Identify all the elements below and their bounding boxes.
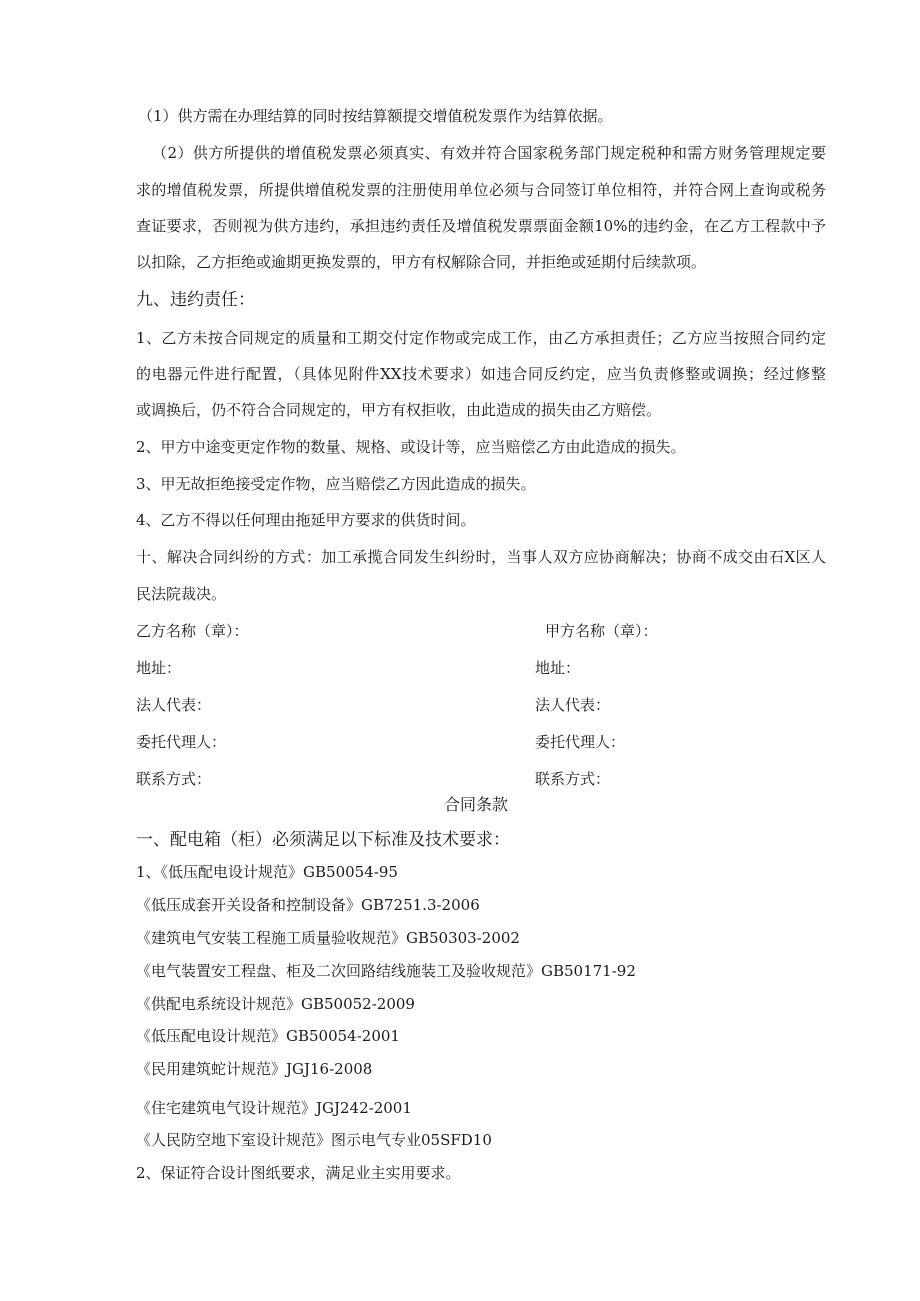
standard-item: 《低压配电设计规范》GB50054-2001 (136, 1027, 400, 1045)
breach-item-3: 3、甲无故拒绝接受定作物，应当赔偿乙方因此造成的损失。 (136, 475, 536, 493)
breach-item-4: 4、乙方不得以任何理由拖延甲方要求的供货时间。 (136, 511, 476, 529)
standard-item: 1、《低压配电设计规范》GB50054-95 (136, 863, 398, 881)
terms-item-2: 2、保证符合设计图纸要求，满足业主实用要求。 (136, 1164, 461, 1182)
vat-item-2-line-2: 求的增值税发票，所提供增值税发票的注册使用单位必须与合同签订单位相符，并符合网上查询或税务 (136, 181, 826, 199)
breach-item-1-line-2: 的电器元件进行配置，（具体见附件XX技术要求）如违合同反约定，应当负责修整或调换；经过修整 (136, 365, 826, 383)
party-b-legal-rep-label: 法人代表： (136, 696, 212, 714)
party-b-name-label: 乙方名称（章）： (136, 622, 249, 640)
party-b-address-label: 地址： (136, 659, 182, 677)
standard-item: 《供配电系统设计规范》GB50052-2009 (136, 995, 415, 1013)
standard-item: 《民用建筑蛇计规范》JGJ16-2008 (136, 1060, 373, 1078)
breach-item-1-line-1: 1、乙方未按合同规定的质量和工期交付定作物或完成工作，由乙方承担责任；乙方应当按照合同约定 (136, 329, 826, 347)
vat-item-1: （1）供方需在办理结算的同时按结算额提交增值税发票作为结算依据。 (138, 107, 613, 125)
party-a-address-label: 地址： (535, 659, 581, 677)
standard-item: 《电气装置安工程盘、柜及二次回路结线施装工及验收规范》GB50171-92 (136, 962, 636, 980)
vat-item-2-line-3: 查证要求，否则视为供方违约，承担违约责任及增值税发票票面金额10%的违约金，在乙方工程款中予 (136, 217, 826, 235)
standard-item: 《人民防空地下室设计规范》图示电气专业05SFD10 (136, 1131, 492, 1149)
standard-item: 《建筑电气安装工程施工质量验收规范》GB50303-2002 (136, 929, 520, 947)
party-b-agent-label: 委托代理人： (136, 733, 227, 751)
standard-item: 《低压成套开关设备和控制设备》GB7251.3-2006 (136, 896, 480, 914)
party-a-name-label: 甲方名称（章）： (545, 622, 658, 640)
breach-heading: 九、违约责任： (136, 290, 255, 310)
terms-title: 合同条款 (444, 795, 509, 814)
party-a-legal-rep-label: 法人代表： (535, 696, 611, 714)
party-b-contact-label: 联系方式： (136, 770, 212, 788)
breach-item-2: 2、甲方中途变更定作物的数量、规格、或设计等，应当赔偿乙方由此造成的损失。 (136, 438, 686, 456)
standard-item: 《住宅建筑电气设计规范》JGJ242-2001 (136, 1099, 412, 1117)
party-a-contact-label: 联系方式： (535, 770, 611, 788)
dispute-line-1: 十、解决合同纠纷的方式：加工承揽合同发生纠纷时，当事人双方应协商解决；协商不成交由石X区人 (136, 548, 826, 566)
dispute-line-2: 民法院裁决。 (136, 585, 227, 603)
breach-item-1-line-3: 或调换后，仍不符合合同规定的，甲方有权拒收，由此造成的损失由乙方赔偿。 (136, 401, 662, 419)
vat-item-2-line-1: （2）供方所提供的增值税发票必须真实、有效并符合国家税务部门规定税种和需方财务管理规定要 (152, 144, 826, 162)
party-a-agent-label: 委托代理人： (535, 733, 626, 751)
vat-item-2-line-4: 以扣除，乙方拒绝或逾期更换发票的，甲方有权解除合同，并拒绝或延期付后续款项。 (136, 253, 707, 271)
terms-heading: 一、配电箱（柜）必须满足以下标准及技术要求： (136, 830, 510, 850)
